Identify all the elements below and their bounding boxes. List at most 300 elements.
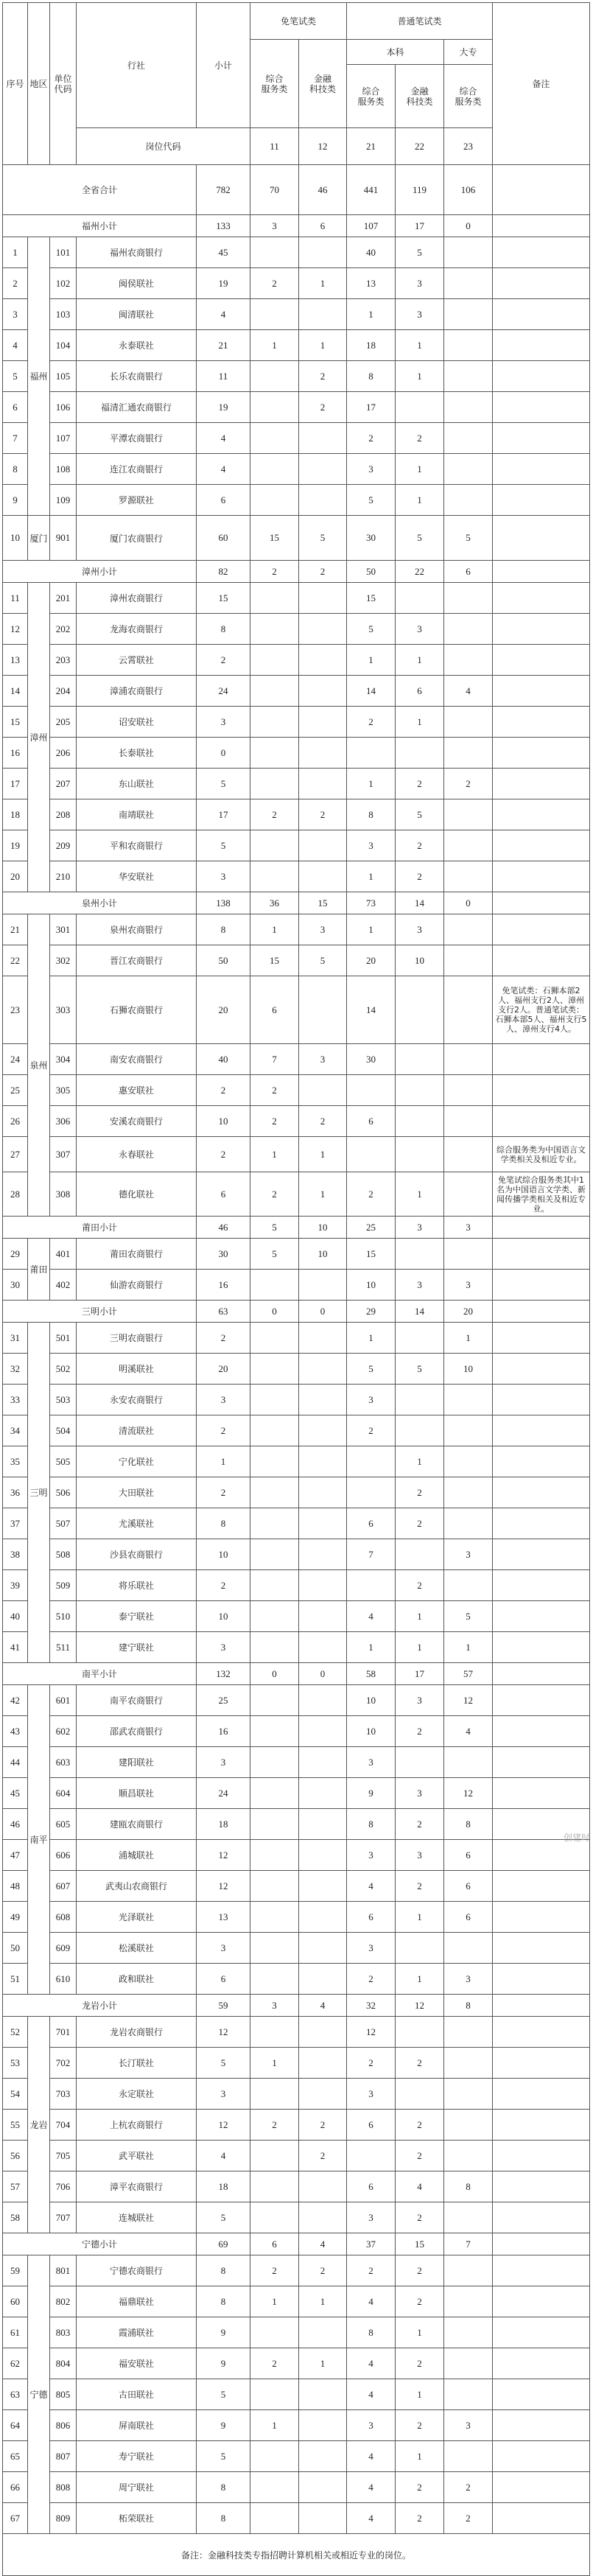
bank-name-cell: 沙县农商银行 [77, 1539, 197, 1570]
unit-code-cell: 809 [50, 2503, 77, 2534]
remark-cell [493, 1685, 590, 1716]
cell-value: 4 [347, 1871, 396, 1902]
table-row [3, 299, 590, 330]
cell-value: 3 [347, 1933, 396, 1964]
cell-value: 12 [347, 2017, 396, 2048]
remark-cell [493, 268, 590, 299]
cell-value [250, 1323, 299, 1354]
seq-cell: 38 [3, 1539, 28, 1570]
cell-value: 2 [396, 2110, 444, 2141]
cell-value: 8 [444, 1995, 493, 2017]
cell-value [250, 2317, 299, 2348]
unit-code-cell: 507 [50, 1508, 77, 1539]
bank-name-cell: 罗源联社 [77, 485, 197, 516]
header-remark: 备注 [493, 3, 590, 165]
cell-value: 2 [299, 2141, 347, 2171]
cell-value: 46 [197, 1217, 250, 1239]
remark-cell [493, 1477, 590, 1508]
table-row [3, 1747, 590, 1778]
cell-value [444, 1075, 493, 1106]
remark-cell [493, 2141, 590, 2171]
remark-cell [493, 516, 590, 561]
cell-value: 4 [299, 1995, 347, 2017]
cell-value: 30 [347, 516, 396, 561]
cell-value: 8 [444, 1809, 493, 1840]
cell-value: 5 [347, 485, 396, 516]
header-bank: 行社 [77, 3, 197, 128]
bank-name-cell: 武平联社 [77, 2141, 197, 2171]
cell-value: 15 [299, 892, 347, 914]
seq-cell: 65 [3, 2441, 28, 2472]
cell-value [299, 1075, 347, 1106]
cell-value [250, 1747, 299, 1778]
seq-cell: 8 [3, 454, 28, 485]
table-row [3, 583, 590, 614]
unit-code-cell: 506 [50, 1477, 77, 1508]
seq-cell: 2 [3, 268, 28, 299]
cell-value [299, 830, 347, 861]
cell-value: 2 [299, 561, 347, 583]
seq-cell: 51 [3, 1964, 28, 1995]
cell-value [444, 976, 493, 1044]
cell-value: 3 [250, 215, 299, 237]
cell-value: 1 [347, 1632, 396, 1663]
unit-code-cell: 401 [50, 1239, 77, 1270]
cell-value: 4 [197, 454, 250, 485]
seq-cell: 14 [3, 676, 28, 707]
cell-value: 1 [396, 1964, 444, 1995]
seq-cell: 7 [3, 423, 28, 454]
cell-value [347, 738, 396, 769]
remark-cell [493, 215, 590, 237]
table-row [3, 1539, 590, 1570]
remark-cell [493, 423, 590, 454]
cell-value: 2 [299, 1106, 347, 1137]
cell-value: 14 [347, 676, 396, 707]
cell-value: 4 [347, 2286, 396, 2317]
cell-value [299, 769, 347, 799]
unit-code-cell: 707 [50, 2202, 77, 2233]
remark-cell [493, 237, 590, 268]
cell-value: 24 [197, 1778, 250, 1809]
bank-name-cell: 宁化联社 [77, 1446, 197, 1477]
header-exempt-group: 免笔试类 [250, 3, 347, 40]
cell-value: 5 [396, 799, 444, 830]
unit-code-cell: 605 [50, 1809, 77, 1840]
seq-cell: 18 [3, 799, 28, 830]
cell-value [299, 1508, 347, 1539]
cell-value: 9 [347, 1778, 396, 1809]
cell-value: 10 [347, 1685, 396, 1716]
cell-value [299, 1716, 347, 1747]
cell-value: 2 [347, 423, 396, 454]
region-cell: 厦门 [28, 516, 50, 561]
table-row [3, 2255, 590, 2286]
remark-cell [493, 1415, 590, 1446]
cell-value: 4 [347, 1601, 396, 1632]
cell-value: 3 [197, 1933, 250, 1964]
cell-value: 2 [250, 2348, 299, 2379]
seq-cell: 11 [3, 583, 28, 614]
cell-value [250, 1933, 299, 1964]
cell-value [444, 1172, 493, 1217]
cell-value: 1 [299, 1172, 347, 1217]
seq-cell: 23 [3, 976, 28, 1044]
unit-code-cell: 804 [50, 2348, 77, 2379]
cell-value: 133 [197, 215, 250, 237]
cell-value: 3 [396, 614, 444, 645]
header-exempt-fintech: 金融 科技类 [299, 40, 347, 128]
cell-value [444, 2048, 493, 2079]
cell-value [299, 1933, 347, 1964]
remark-cell [493, 1871, 590, 1902]
cell-value [347, 1446, 396, 1477]
subtotal-label: 漳州小计 [3, 561, 197, 583]
table-body [3, 165, 590, 2534]
bank-name-cell: 清流联社 [77, 1415, 197, 1446]
subtotal-row [3, 1663, 590, 1685]
cell-value: 15 [396, 2233, 444, 2255]
cell-value: 2 [396, 2048, 444, 2079]
cell-value [299, 2472, 347, 2503]
cell-value: 12 [197, 2110, 250, 2141]
unit-code-cell: 801 [50, 2255, 77, 2286]
unit-code-cell: 203 [50, 645, 77, 676]
cell-value [444, 454, 493, 485]
subtotal-label: 福州小计 [3, 215, 197, 237]
cell-value [299, 1632, 347, 1663]
cell-value [299, 676, 347, 707]
cell-value: 0 [250, 1663, 299, 1685]
unit-code-cell: 201 [50, 583, 77, 614]
remark-cell [493, 2202, 590, 2233]
cell-value: 13 [347, 268, 396, 299]
bank-name-cell: 安溪农商银行 [77, 1106, 197, 1137]
cell-value [250, 583, 299, 614]
cell-value [444, 1044, 493, 1075]
table-row [3, 1044, 590, 1075]
cell-value: 3 [347, 2079, 396, 2110]
cell-value: 13 [197, 1902, 250, 1933]
seq-cell: 47 [3, 1840, 28, 1871]
bank-name-cell: 将乐联社 [77, 1570, 197, 1601]
cell-value: 2 [396, 1716, 444, 1747]
cell-value: 1 [396, 2441, 444, 2472]
table-row [3, 2048, 590, 2079]
table-row [3, 1871, 590, 1902]
cell-value: 2 [396, 423, 444, 454]
cell-value: 4 [197, 423, 250, 454]
cell-value: 16 [197, 1270, 250, 1301]
cell-value [444, 2017, 493, 2048]
cell-value: 2 [396, 1809, 444, 1840]
cell-value [250, 1964, 299, 1995]
remark-cell [493, 2171, 590, 2202]
table-row [3, 2171, 590, 2202]
cell-value [396, 1747, 444, 1778]
unit-code-cell: 807 [50, 2441, 77, 2472]
cell-value: 1 [347, 914, 396, 945]
province-total-label: 全省合计 [3, 165, 197, 215]
unit-code-cell: 304 [50, 1044, 77, 1075]
cell-value [444, 861, 493, 892]
bank-name-cell: 福清汇通农商银行 [77, 392, 197, 423]
bank-name-cell: 宁德农商银行 [77, 2255, 197, 2286]
seq-cell: 45 [3, 1778, 28, 1809]
cell-value: 106 [444, 165, 493, 215]
seq-cell: 53 [3, 2048, 28, 2079]
cell-value: 2 [197, 645, 250, 676]
seq-cell: 54 [3, 2079, 28, 2110]
remark-cell [493, 1933, 590, 1964]
cell-value: 14 [396, 1301, 444, 1323]
cell-value: 5 [197, 769, 250, 799]
cell-value: 5 [347, 614, 396, 645]
cell-value [299, 976, 347, 1044]
bank-name-cell: 建阳联社 [77, 1747, 197, 1778]
cell-value: 4 [396, 2171, 444, 2202]
cell-value [250, 1840, 299, 1871]
bank-name-cell: 闽清联社 [77, 299, 197, 330]
seq-cell: 41 [3, 1632, 28, 1663]
cell-value [396, 1385, 444, 1415]
cell-value: 6 [444, 1840, 493, 1871]
cell-value: 6 [347, 1508, 396, 1539]
remark-cell [493, 454, 590, 485]
table-row [3, 2348, 590, 2379]
cell-value: 3 [396, 268, 444, 299]
region-cell: 宁德 [28, 2255, 50, 2534]
cell-value [444, 830, 493, 861]
cell-value [396, 1415, 444, 1446]
cell-value: 4 [347, 2472, 396, 2503]
table-row [3, 454, 590, 485]
unit-code-cell: 104 [50, 330, 77, 361]
cell-value [299, 1840, 347, 1871]
seq-cell: 20 [3, 861, 28, 892]
cell-value [250, 299, 299, 330]
remark-cell [493, 1964, 590, 1995]
remark-cell [493, 676, 590, 707]
cell-value: 2 [299, 2110, 347, 2141]
bank-name-cell: 平和农商银行 [77, 830, 197, 861]
header-college-comprehensive: 综合 服务类 [444, 65, 493, 128]
table-row [3, 1933, 590, 1964]
cell-value: 8 [197, 1508, 250, 1539]
cell-value: 1 [250, 914, 299, 945]
table-header [3, 3, 590, 165]
remark-cell [493, 738, 590, 769]
seq-cell: 5 [3, 361, 28, 392]
cell-value: 119 [396, 165, 444, 215]
unit-code-cell: 501 [50, 1323, 77, 1354]
cell-value: 2 [396, 1871, 444, 1902]
cell-value: 1 [299, 268, 347, 299]
bank-name-cell: 福鼎联社 [77, 2286, 197, 2317]
table-row [3, 976, 590, 1044]
cell-value: 1 [250, 2410, 299, 2441]
cell-value [444, 268, 493, 299]
post-code: 21 [347, 128, 396, 165]
cell-value [396, 1239, 444, 1270]
cell-value: 8 [444, 2171, 493, 2202]
cell-value: 6 [444, 1871, 493, 1902]
cell-value [444, 707, 493, 738]
cell-value [444, 423, 493, 454]
cell-value: 10 [197, 1601, 250, 1632]
cell-value [250, 769, 299, 799]
cell-value: 5 [396, 1354, 444, 1385]
cell-value [444, 645, 493, 676]
unit-code-cell: 805 [50, 2379, 77, 2410]
unit-code-cell: 704 [50, 2110, 77, 2141]
unit-code-cell: 503 [50, 1385, 77, 1415]
seq-cell: 43 [3, 1716, 28, 1747]
cell-value: 2 [250, 2110, 299, 2141]
cell-value: 63 [197, 1301, 250, 1323]
cell-value: 2 [250, 268, 299, 299]
cell-value [250, 1446, 299, 1477]
region-cell: 泉州 [28, 914, 50, 1217]
table-row [3, 1239, 590, 1270]
cell-value [250, 2017, 299, 2048]
remark-cell [493, 2472, 590, 2503]
unit-code-cell: 209 [50, 830, 77, 861]
bank-name-cell: 漳平农商银行 [77, 2171, 197, 2202]
remark-cell [493, 2017, 590, 2048]
cell-value: 73 [347, 892, 396, 914]
cell-value: 1 [299, 2348, 347, 2379]
cell-value: 6 [396, 676, 444, 707]
cell-value [299, 2503, 347, 2534]
cell-value: 3 [396, 1685, 444, 1716]
cell-value: 2 [347, 2255, 396, 2286]
cell-value: 1 [347, 645, 396, 676]
remark-cell: 免笔试综合服务类其中1名为中国语言文学类、新闻传播学类相关及相近专业。 [493, 1172, 590, 1217]
cell-value: 16 [197, 1716, 250, 1747]
unit-code-cell: 806 [50, 2410, 77, 2441]
table-row [3, 1106, 590, 1137]
cell-value: 12 [444, 1778, 493, 1809]
seq-cell: 26 [3, 1106, 28, 1137]
bank-name-cell: 福安联社 [77, 2348, 197, 2379]
remark-cell [493, 485, 590, 516]
cell-value: 4 [444, 1716, 493, 1747]
remark-cell [493, 1270, 590, 1301]
remark-cell [493, 1632, 590, 1663]
cell-value [250, 2379, 299, 2410]
bank-name-cell: 南安农商银行 [77, 1044, 197, 1075]
unit-code-cell: 511 [50, 1632, 77, 1663]
cell-value [444, 1570, 493, 1601]
cell-value: 20 [197, 1354, 250, 1385]
table-row [3, 1508, 590, 1539]
cell-value [250, 237, 299, 268]
remark-cell [493, 830, 590, 861]
cell-value: 8 [197, 2472, 250, 2503]
cell-value: 9 [197, 2348, 250, 2379]
unit-code-cell: 306 [50, 1106, 77, 1137]
bank-name-cell: 长泰联社 [77, 738, 197, 769]
subtotal-row [3, 1995, 590, 2017]
bank-name-cell: 上杭农商银行 [77, 2110, 197, 2141]
cell-value [444, 2348, 493, 2379]
table-row [3, 1716, 590, 1747]
bank-name-cell: 明溪联社 [77, 1354, 197, 1385]
table-row [3, 1570, 590, 1601]
subtotal-row [3, 561, 590, 583]
cell-value: 12 [197, 2017, 250, 2048]
remark-cell [493, 2503, 590, 2534]
cell-value: 2 [396, 2410, 444, 2441]
cell-value [299, 2079, 347, 2110]
table-row [3, 1964, 590, 1995]
bank-name-cell: 永泰联社 [77, 330, 197, 361]
cell-value: 8 [197, 2255, 250, 2286]
bank-name-cell: 武夷山农商银行 [77, 1871, 197, 1902]
cell-value: 10 [444, 1354, 493, 1385]
bank-name-cell: 漳州农商银行 [77, 583, 197, 614]
cell-value [444, 361, 493, 392]
bank-name-cell: 长汀联社 [77, 2048, 197, 2079]
cell-value: 1 [396, 1902, 444, 1933]
cell-value: 2 [197, 1477, 250, 1508]
seq-cell: 58 [3, 2202, 28, 2233]
unit-code-cell: 603 [50, 1747, 77, 1778]
table-row [3, 485, 590, 516]
remark-cell [493, 1106, 590, 1137]
table-row [3, 423, 590, 454]
cell-value [396, 583, 444, 614]
bank-name-cell: 古田联社 [77, 2379, 197, 2410]
bank-name-cell: 周宁联社 [77, 2472, 197, 2503]
cell-value: 0 [250, 1301, 299, 1323]
cell-value [444, 2202, 493, 2233]
cell-value [250, 361, 299, 392]
cell-value: 0 [299, 1663, 347, 1685]
cell-value [396, 1075, 444, 1106]
cell-value: 6 [347, 2110, 396, 2141]
cell-value: 12 [197, 1840, 250, 1871]
remark-cell [493, 1995, 590, 2017]
bank-name-cell: 建宁联社 [77, 1632, 197, 1663]
cell-value: 3 [347, 1747, 396, 1778]
cell-value: 3 [396, 1217, 444, 1239]
cell-value: 2 [250, 561, 299, 583]
footnote: 备注：金融科技类专指招聘计算机相关或相近专业的岗位。 [3, 2534, 590, 2576]
cell-value [299, 1323, 347, 1354]
bank-name-cell: 龙海农商银行 [77, 614, 197, 645]
cell-value [250, 1270, 299, 1301]
cell-value [299, 1685, 347, 1716]
cell-value: 5 [299, 945, 347, 976]
header-subtotal: 小计 [197, 3, 250, 128]
cell-value: 2 [396, 769, 444, 799]
cell-value [444, 2286, 493, 2317]
header-seq: 序号 [3, 3, 28, 165]
cell-value [299, 707, 347, 738]
cell-value [444, 914, 493, 945]
cell-value [396, 976, 444, 1044]
bank-name-cell: 松溪联社 [77, 1933, 197, 1964]
cell-value: 3 [347, 1385, 396, 1415]
cell-value [347, 1570, 396, 1601]
unit-code-cell: 210 [50, 861, 77, 892]
bank-name-cell: 长乐农商银行 [77, 361, 197, 392]
seq-cell: 10 [3, 516, 28, 561]
cell-value: 3 [396, 1270, 444, 1301]
region-cell: 莆田 [28, 1239, 50, 1301]
